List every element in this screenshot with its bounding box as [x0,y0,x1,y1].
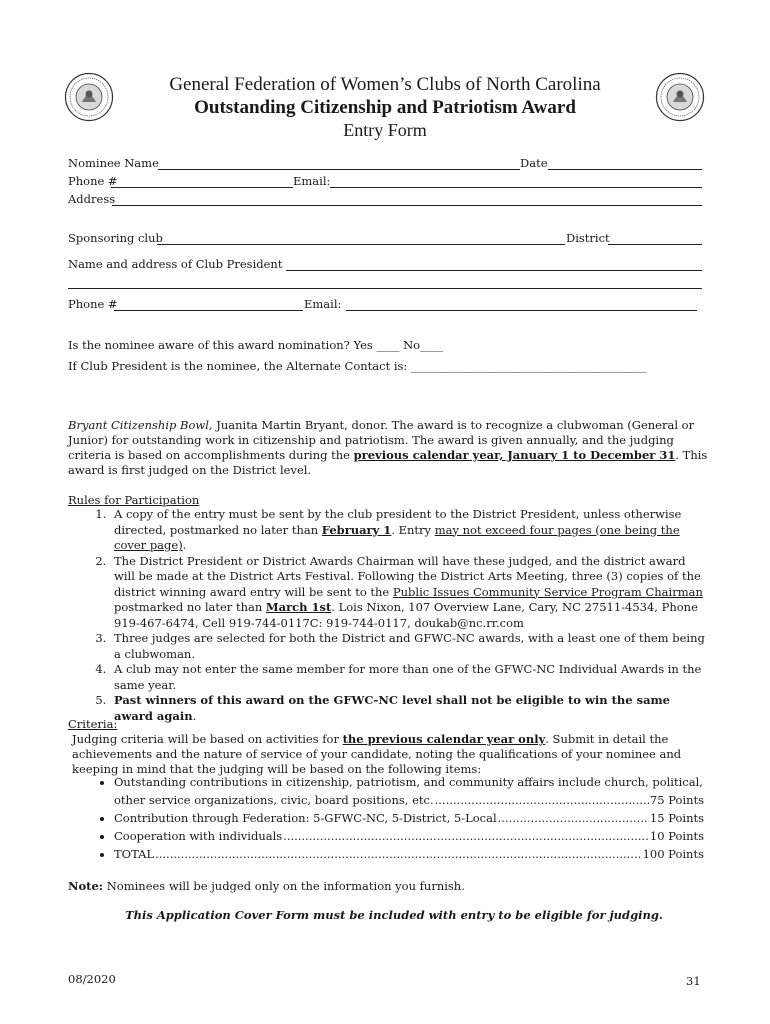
rule-item: 4. A club may not enter the same member for more than one of the GFWC-NC Individual Awards in the same year. [110,662,708,693]
rule-item: 3. Three judges are selected for both the District and GFWC-NC awards, with a least one of them being a clubwoman. [110,631,708,662]
club-president-label: Name and address of Club President [68,257,283,271]
organization-title: General Federation of Women’s Clubs of North Carolina [169,74,601,95]
page-number: 31 [686,974,701,988]
club-president-field[interactable] [286,270,702,271]
intro-text-end: . This award is first judged on the District level. [68,448,708,477]
criteria-paragraph: Judging criteria will be based on activities for the previous calendar year only. Submit in detail the achievements and the nature of service of your candidate, noting the qualifications of your nominee and keeping in mind that the judging will be based on the following items: [72,732,682,776]
criteria-item-total: • TOTAL ..... 100 Points [114,845,704,863]
rule-item: 2. The District President or District Awards Chairman will have these judged, and the district award will be made at the District Arts Festival. Following the District Arts Meeting, three (3) copies of the district winning award entry will be sent to the Public Issues Community Service Program Chairman postmarked no later than March 1st. Lois Nixon, 107 Overview Lane, Cary, NC 27511-4534, Phone 919-467-6474, Cell 919-744-0117C: 919-744-0117, doukab@nc.rr.com [110,554,708,632]
criteria-item: • Cooperation with individuals ..... 10 Points [114,827,704,845]
president-email-field[interactable] [346,310,697,311]
president-email-label: Email: [304,297,342,311]
rule-item: 5. Past winners of this award on the GFWC-NC level shall not be eligible to win the same award again. [110,693,708,724]
email-field[interactable] [330,187,702,188]
intro-text: Juanita Martin Bryant, donor. The award is to recognize a clubwoman (General or Junior) for outstanding work in citizenship and patriotism. The award is given annually, and the judging criteria is based on accomplishments during the [68,418,695,462]
address-label: Address [68,192,116,206]
form-title: Entry Form [343,120,427,140]
phone-label: Phone # [68,174,118,188]
note: Note: Nominees will be judged only on the information you furnish. [68,879,465,893]
criteria-heading: Criteria: [68,717,118,731]
nominee-name-field[interactable] [158,169,520,170]
nominee-name-label: Nominee Name [68,156,159,170]
date-label: Date [520,156,548,170]
phone-field[interactable] [111,187,293,188]
district-label: District [566,231,610,245]
intro-period: previous calendar year, January 1 to December 31 [353,448,676,462]
rules-heading: Rules for Participation [68,493,200,507]
aware-question: Is the nominee aware of this award nomination? Yes ____ No____ [68,338,444,352]
club-president-address-field[interactable] [68,288,702,289]
district-field[interactable] [608,244,702,245]
date-field[interactable] [548,169,702,170]
cover-notice: This Application Cover Form must be included with entry to be eligible for judging. [125,908,663,922]
sponsoring-club-label: Sponsoring club [68,231,163,245]
email-label: Email: [293,174,331,188]
footer-date: 08/2020 [68,972,116,986]
address-field[interactable] [112,205,702,206]
bowl-name: Bryant Citizenship Bowl, [68,418,213,432]
president-phone-label: Phone # [68,297,118,311]
criteria-item: • Contribution through Federation: 5-GFWC-NC, 5-District, 5-Local ..... 15 Points [114,809,704,827]
sponsoring-club-field[interactable] [157,244,565,245]
criteria-list [74,773,704,863]
alternate-contact: If Club President is the nominee, the Alternate Contact is: _________________________________________ [68,359,647,373]
criteria-item: • Outstanding contributions in citizenship, patriotism, and community affairs include church, political, other service organizations, civic, board positions, etc. ..... 75 Points [114,773,704,809]
award-title: Outstanding Citizenship and Patriotism Award [194,97,576,118]
intro-paragraph [68,418,708,478]
rules-list [68,507,708,724]
president-phone-field[interactable] [114,310,303,311]
rule-item: 1. A copy of the entry must be sent by the club president to the District President, unless otherwise directed, postmarked no later than February 1. Entry may not exceed four pages (one being the cover page). [110,507,708,554]
gfwc-seal-left-icon [64,72,114,122]
gfwc-seal-right-icon [655,72,705,122]
